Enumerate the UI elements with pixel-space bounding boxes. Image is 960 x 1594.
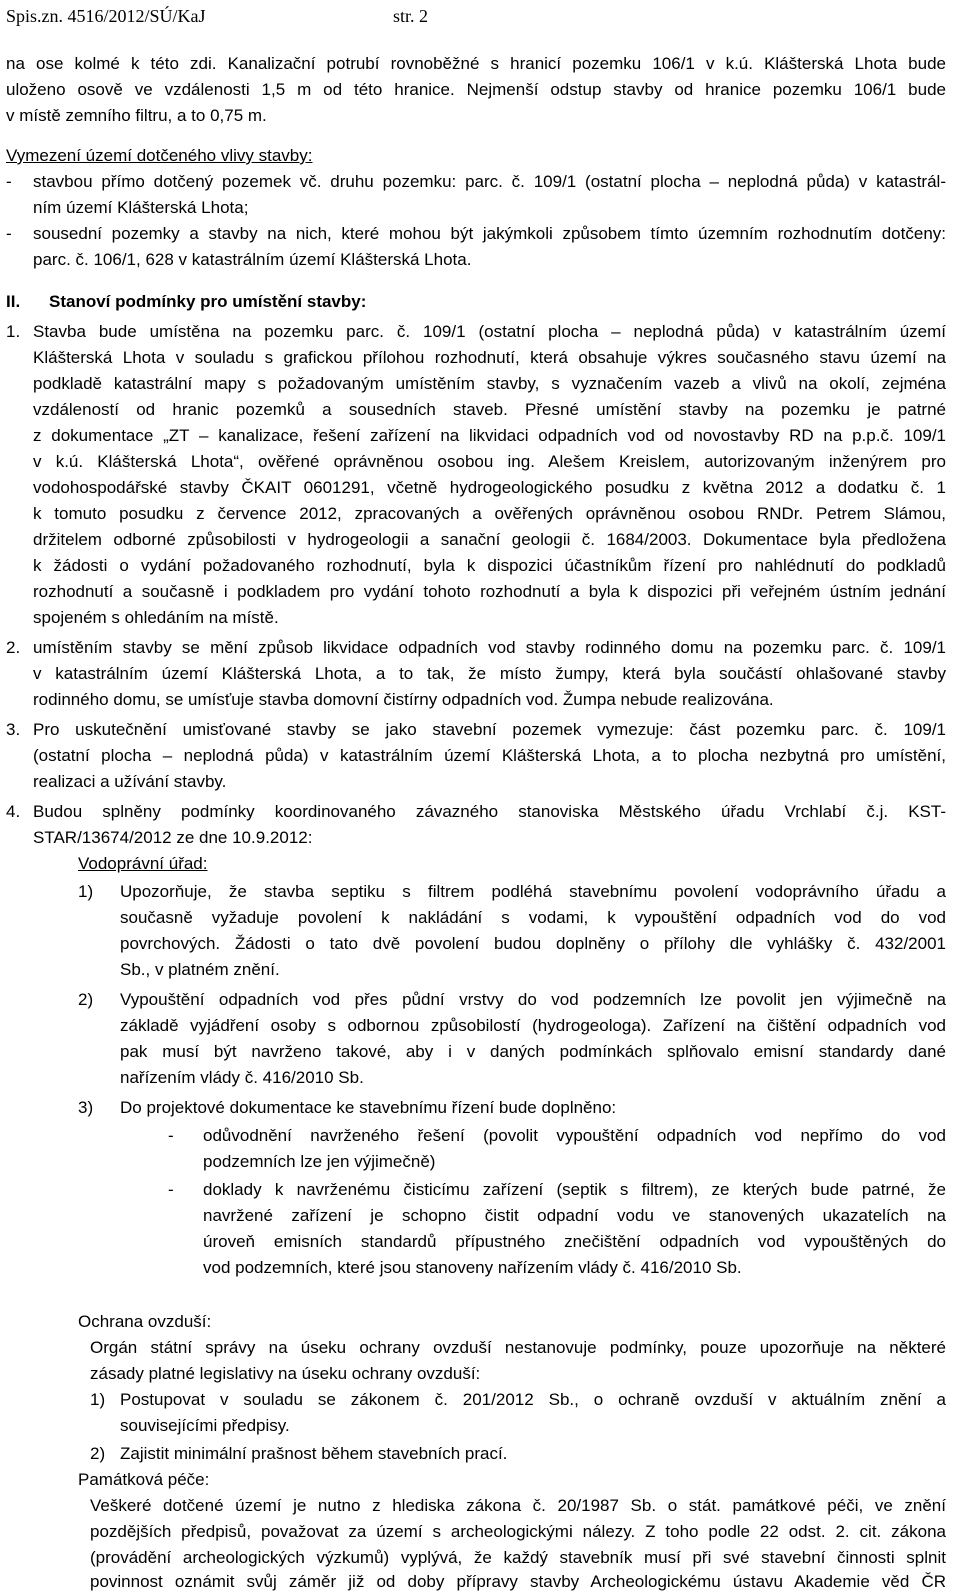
subitem-number: 2) bbox=[78, 990, 94, 1009]
item1-line: spojeném s ohledáním na místě. bbox=[33, 608, 279, 627]
vodopravni-p3-sub1-line: odůvodnění navrženého řešení (povolit vypouštění odpadních vod nepřímo do vod bbox=[203, 1126, 946, 1145]
intro-line-2: uloženo osově ve vzdálenosti 1,5 m od této hranice. Nejmenší odstup stavby od hranice pozemku 106/1 bude bbox=[6, 80, 946, 99]
item2-line: rodinného domu, se umísťuje stavba domovní čistírny odpadních vod. Žumpa nebude realizována. bbox=[33, 690, 774, 709]
item-number: 2. bbox=[6, 638, 21, 657]
intro-line-1: na ose kolmé k této zdi. Kanalizační potrubí rovnoběžné s hranicí pozemku 106/1 v k.ú. Klášterská Lhota bude bbox=[6, 54, 946, 73]
vymezeni-bullet1-line2: ním území Klášterská Lhota; bbox=[33, 198, 249, 217]
bullet-dash: - bbox=[168, 1180, 174, 1199]
subitem-number: 1) bbox=[90, 1390, 106, 1409]
bullet-dash: - bbox=[6, 172, 12, 191]
vymezeni-heading: Vymezení území dotčeného vlivy stavby: bbox=[6, 146, 313, 165]
page-number: str. 2 bbox=[393, 6, 429, 26]
section-number: II. bbox=[6, 292, 21, 311]
item1-line: vzdáleností od hranic pozemků a sousedních staveb. Přesné umístění stavby na pozemku je patrné bbox=[33, 400, 946, 419]
vodopravni-p2-line: Vypouštění odpadních vod přes půdní vrstvy do vod podzemních lze povolit jen výjimečně na bbox=[120, 990, 946, 1009]
item1-line: držitelem odborné způsobilosti v hydrogeologii a sanační geologii č. 1684/2003. Dokumentace byla předložena bbox=[33, 530, 946, 549]
vodopravni-p2-line: základě vyjádření osoby s odbornou způsobilostí (hydrogeologa). Zařízení na čištění odpadních vod bbox=[120, 1016, 946, 1035]
vodopravni-p3-sub2-line: doklady k navrženému čisticímu zařízení (septik s filtrem), ze kterých bude patrné, že bbox=[203, 1180, 946, 1199]
vymezeni-bullet2-line2: parc. č. 106/1, 628 v katastrálním území Klášterská Lhota. bbox=[33, 250, 472, 269]
item4-line: Budou splněny podmínky koordinovaného závazného stanoviska Městského úřadu Vrchlabí č.j. KST- bbox=[33, 802, 946, 821]
item1-line: vodohospodářské stavby ČKAIT 0601291, včetně hydrogeologického posudku z května 2012 a dodatku č. 1 bbox=[33, 478, 946, 497]
pamatkova-line: povinnost oznámit svůj záměr již od doby přípravy stavby Archeologickému ústavu Akademie věd ČR bbox=[90, 1572, 946, 1591]
item1-line: Stavba bude umístěna na pozemku parc. č. 109/1 (ostatní plocha – neplodná půda) v katastrálním území bbox=[33, 322, 946, 341]
vodopravni-heading: Vodoprávní úřad: bbox=[78, 854, 208, 873]
vodopravni-p1-line: povrchových. Žádosti o tato dvě povolení budou doplněny o přílohy dle vyhlášky č. 432/2001 bbox=[120, 934, 946, 953]
vodopravni-p2-line: nařízením vlády č. 416/2010 Sb. bbox=[120, 1068, 364, 1087]
section-title: Stanoví podmínky pro umístění stavby: bbox=[49, 292, 367, 311]
subitem-number: 1) bbox=[78, 882, 94, 901]
vodopravni-p3-line: Do projektové dokumentace ke stavebnímu řízení bude doplněno: bbox=[120, 1098, 617, 1117]
vodopravni-p3-sub2-line: vod podzemních, které jsou stanoveny nařízením vlády č. 416/2010 Sb. bbox=[203, 1258, 742, 1277]
item3-line: realizaci a užívání stavby. bbox=[33, 772, 227, 791]
intro-line-3: v místě zemního filtru, a to 0,75 m. bbox=[6, 106, 267, 125]
item2-line: v katastrálním území Klášterská Lhota, a to tak, že místo žumpy, která byla součástí ohlašované stavby bbox=[33, 664, 946, 683]
item4-line: STAR/13674/2012 ze dne 10.9.2012: bbox=[33, 828, 313, 847]
ovzdusi-line: zásady platné legislativy na úseku ochrany ovzduší: bbox=[90, 1364, 481, 1383]
item1-line: v k.ú. Klášterská Lhota“, ověřené oprávněnou osobou ing. Alešem Kreislem, autorizovaným inženýrem pro bbox=[33, 452, 946, 471]
item1-line: Klášterská Lhota v souladu s grafickou přílohou rozhodnutí, která obsahuje výkres současného stavu území na bbox=[33, 348, 946, 367]
item1-line: podkladě katastrální mapy s požadovaným umístěním stavby, s vyznačením vazeb a vlivů na okolí, zejména bbox=[33, 374, 946, 393]
bullet-dash: - bbox=[168, 1126, 174, 1145]
item2-line: umístěním stavby se mění způsob likvidace odpadních vod stavby rodinného domu na pozemku parc. č. 109/1 bbox=[33, 638, 946, 657]
item1-line: rozhodnutí a současně i podkladem pro vydání tohoto rozhodnutí a byla k dispozici při veřejném ústním jednání bbox=[33, 582, 946, 601]
subitem-number: 3) bbox=[78, 1098, 94, 1117]
item-number: 3. bbox=[6, 720, 21, 739]
vodopravni-p1-line: Upozorňuje, že stavba septiku s filtrem podléhá stavebnímu povolení vodoprávního úřadu a bbox=[120, 882, 946, 901]
item-number: 1. bbox=[6, 322, 21, 341]
ovzdusi-p2-line: Zajistit minimální prašnost během stavebních prací. bbox=[120, 1444, 508, 1463]
ovzdusi-p1-line: souvisejícími předpisy. bbox=[120, 1416, 290, 1435]
pamatkova-line: pozdějších předpisů, považovat za území s archeologickými nálezy. Z toho podle 22 odst. 2. cit. zákona bbox=[90, 1522, 946, 1541]
vodopravni-p3-sub1-line: podzemních lze jen výjimečně) bbox=[203, 1152, 436, 1171]
subitem-number: 2) bbox=[90, 1444, 106, 1463]
pamatkova-heading: Památková péče: bbox=[78, 1470, 210, 1489]
vymezeni-bullet2-line1: sousední pozemky a stavby na nich, které mohou být jakýmkoli způsobem tímto územním rozhodnutím dotčeny: bbox=[33, 224, 946, 243]
vodopravni-p2-line: pak musí být navrženo takové, aby i v daných podmínkách splňovalo emisní standardy dané bbox=[120, 1042, 946, 1061]
vodopravni-p1-line: současně vyžaduje povolení k nakládání s vodami, k vypouštění odpadních vod do vod bbox=[120, 908, 946, 927]
vymezeni-bullet1-line1: stavbou přímo dotčený pozemek vč. druhu pozemku: parc. č. 109/1 (ostatní plocha – neplodná půda) v katastrál- bbox=[33, 172, 946, 191]
ovzdusi-heading: Ochrana ovzduší: bbox=[78, 1312, 212, 1331]
item3-line: (ostatní plocha – neplodná půda) v katastrálním území Klášterská Lhota, a to plocha nezbytná pro umístění, bbox=[33, 746, 946, 765]
bullet-dash: - bbox=[6, 224, 12, 243]
pamatkova-line: (provádění archeologických výzkumů) vyplývá, že každý stavebník musí při své stavební činnosti splnit bbox=[90, 1548, 946, 1567]
pamatkova-line: Veškeré dotčené území je nutno z hlediska zákona č. 20/1987 Sb. o stát. památkové péči, ve znění bbox=[90, 1496, 946, 1515]
document-reference: Spis.zn. 4516/2012/SÚ/KaJ bbox=[6, 6, 206, 26]
item3-line: Pro uskutečnění umisťované stavby se jako stavební pozemek vymezuje: část pozemku parc. č. 109/1 bbox=[33, 720, 946, 739]
ovzdusi-line: Orgán státní správy na úseku ochrany ovzduší nestanovuje podmínky, pouze upozorňuje na některé bbox=[90, 1338, 946, 1357]
vodopravni-p3-sub2-line: navržené zařízení je schopno čistit odpadní vodu ve stanovených ukazatelích na bbox=[203, 1206, 946, 1225]
item-number: 4. bbox=[6, 802, 21, 821]
vodopravni-p3-sub2-line: úroveň emisních standardů přípustného znečištění odpadních vod vypouštěných do bbox=[203, 1232, 946, 1251]
ovzdusi-p1-line: Postupovat v souladu se zákonem č. 201/2012 Sb., o ochraně ovzduší v aktuálním znění a bbox=[120, 1390, 946, 1409]
item1-line: k tomuto posudku z července 2012, zpracovaných a ověřených oprávněnou osobou RNDr. Petrem Slámou, bbox=[33, 504, 946, 523]
item1-line: k žádosti o vydání požadovaného rozhodnutí, byla k dispozici účastníkům řízení pro nahlédnutí do podkladů bbox=[33, 556, 946, 575]
item1-line: z dokumentace „ZT – kanalizace, řešení zařízení na likvidaci odpadních vod od novostavby RD na p.p.č. 109/1 bbox=[33, 426, 946, 445]
vodopravni-p1-line: Sb., v platném znění. bbox=[120, 960, 280, 979]
